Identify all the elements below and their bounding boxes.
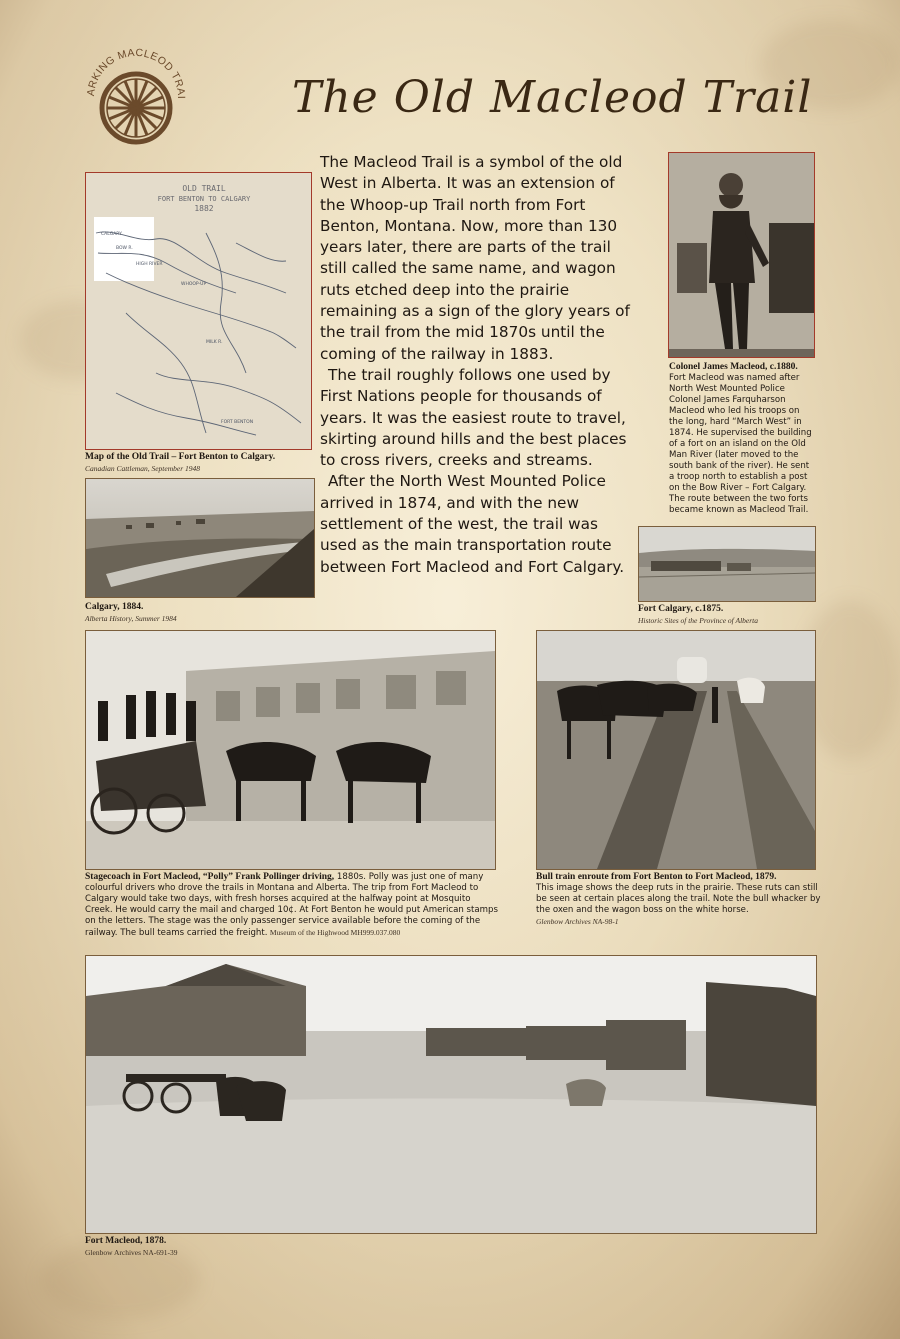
map-caption [85, 452, 310, 474]
map-source: Canadian Cattleman, September 1948 [85, 464, 200, 473]
map-title-line: FORT BENTON TO CALGARY [157, 195, 251, 203]
stagecoach-caption-year: 1880s. [334, 872, 366, 882]
bull-train-caption [536, 872, 821, 927]
intro-paragraph: The Macleod Trail is a symbol of the old West in Alberta. It was an extension of the Whoop-up Trail north from Fort Benton, Montana. Now, more than 130 years later, there are parts of the trail still called the same name, and wagon ruts etched deep into the prairie remaining as a sign of the glory years of the trail from the mid 1870s until the coming of the railway in 1883. [320, 153, 630, 363]
map-caption-title: Map of the Old Trail – Fort Benton to Calgary. [85, 452, 276, 462]
fort-calgary-source: Historic Sites of the Province of Alberta [638, 616, 758, 625]
macleod-caption-body: Fort Macleod was named after North West Mounted Police Colonel James Farquharson Macleod who led his troops on the long, hard “March West” in 1874. He supervised the building of a fort on an island on the Old Man River (later moved to the south bank of the river). He sent a troop north to establish a post on the Bow River – Fort Calgary. The route between the two forts became known as Macleod Trail. [669, 373, 812, 515]
old-trail-map [85, 172, 312, 450]
fort-macleod-1878-photo [85, 955, 817, 1234]
fort-macleod-source: Glenbow Archives NA-691-39 [85, 1248, 178, 1257]
svg-text:CALGARY: CALGARY [101, 232, 122, 237]
intro-paragraph: The trail roughly follows one used by First Nations people for thousands of years. It was the easiest route to travel, skirting around hills and the best places to cross rivers, creeks and streams. [320, 365, 627, 470]
macleod-caption [669, 362, 815, 516]
svg-text:BOW R.: BOW R. [116, 246, 133, 251]
fort-calgary-photo [638, 526, 816, 602]
macleod-caption-title: Colonel James Macleod, c.1880. [669, 362, 798, 372]
map-title-line: 1882 [194, 204, 214, 213]
calgary-1884-photo [85, 478, 315, 598]
calgary-source: Alberta History, Summer 1984 [85, 614, 177, 623]
logo-text: ARKING MACLEOD TRAI [84, 46, 188, 100]
fort-macleod-caption [85, 1236, 385, 1258]
svg-text:MILK R.: MILK R. [206, 340, 223, 345]
stagecoach-caption [85, 872, 500, 939]
intro-text [320, 152, 632, 578]
stagecoach-caption-title: Stagecoach in Fort Macleod, “Polly” Frank Pollinger driving, [85, 872, 335, 882]
stagecoach-caption-body: Polly was just one of many colourful drivers who drove the trails in Montana and Alberta. The trip from Fort Macleod to Calgary would take two days, with fresh horses acquired at the halfway point at Mosquito Creek. He would carry the mail and charged 10¢. At Fort Benton he would put American stamps on the letters. The stage was the only passenger service available before the coming of the railway. The bull teams carried the freight. [85, 872, 498, 938]
stagecoach-photo [85, 630, 496, 870]
svg-text:HIGH RIVER: HIGH RIVER [136, 262, 163, 267]
svg-text:MARKING MACLEOD TRAIL [80, 38, 187, 99]
svg-text:FORT BENTON: FORT BENTON [221, 420, 254, 425]
page-title: The Old Macleod Trail [292, 72, 813, 123]
fort-calgary-caption [638, 604, 818, 626]
bull-train-photo [536, 630, 816, 870]
bull-train-source: Glenbow Archives NA-98-1 [536, 917, 619, 926]
fort-macleod-caption-title: Fort Macleod, 1878. [85, 1236, 167, 1246]
bull-train-caption-body: This image shows the deep ruts in the prairie. These ruts can still be seen at certain places along the trail. Note the bull whacker by the oxen and the wagon boss on the white horse. [536, 883, 821, 915]
fort-calgary-caption-title: Fort Calgary, c.1875. [638, 604, 724, 614]
calgary-caption-title: Calgary, 1884. [85, 602, 144, 612]
wagon-wheel-icon [80, 38, 192, 150]
bull-train-caption-title: Bull train enroute from Fort Benton to Fort Macleod, 1879. [536, 872, 777, 882]
marking-macleod-trail-logo [80, 38, 192, 150]
stagecoach-source: Museum of the Highwood MH999.037.080 [269, 928, 401, 937]
colonel-macleod-portrait [668, 152, 815, 358]
svg-text:WHOOP-UP: WHOOP-UP [181, 282, 207, 287]
map-title-line: OLD TRAIL [182, 184, 226, 193]
intro-paragraph: After the North West Mounted Police arrived in 1874, and with the new settlement of the west, the trail was used as the main transportation route between Fort Macleod and Fort Calgary. [320, 472, 625, 576]
calgary-caption [85, 602, 313, 624]
